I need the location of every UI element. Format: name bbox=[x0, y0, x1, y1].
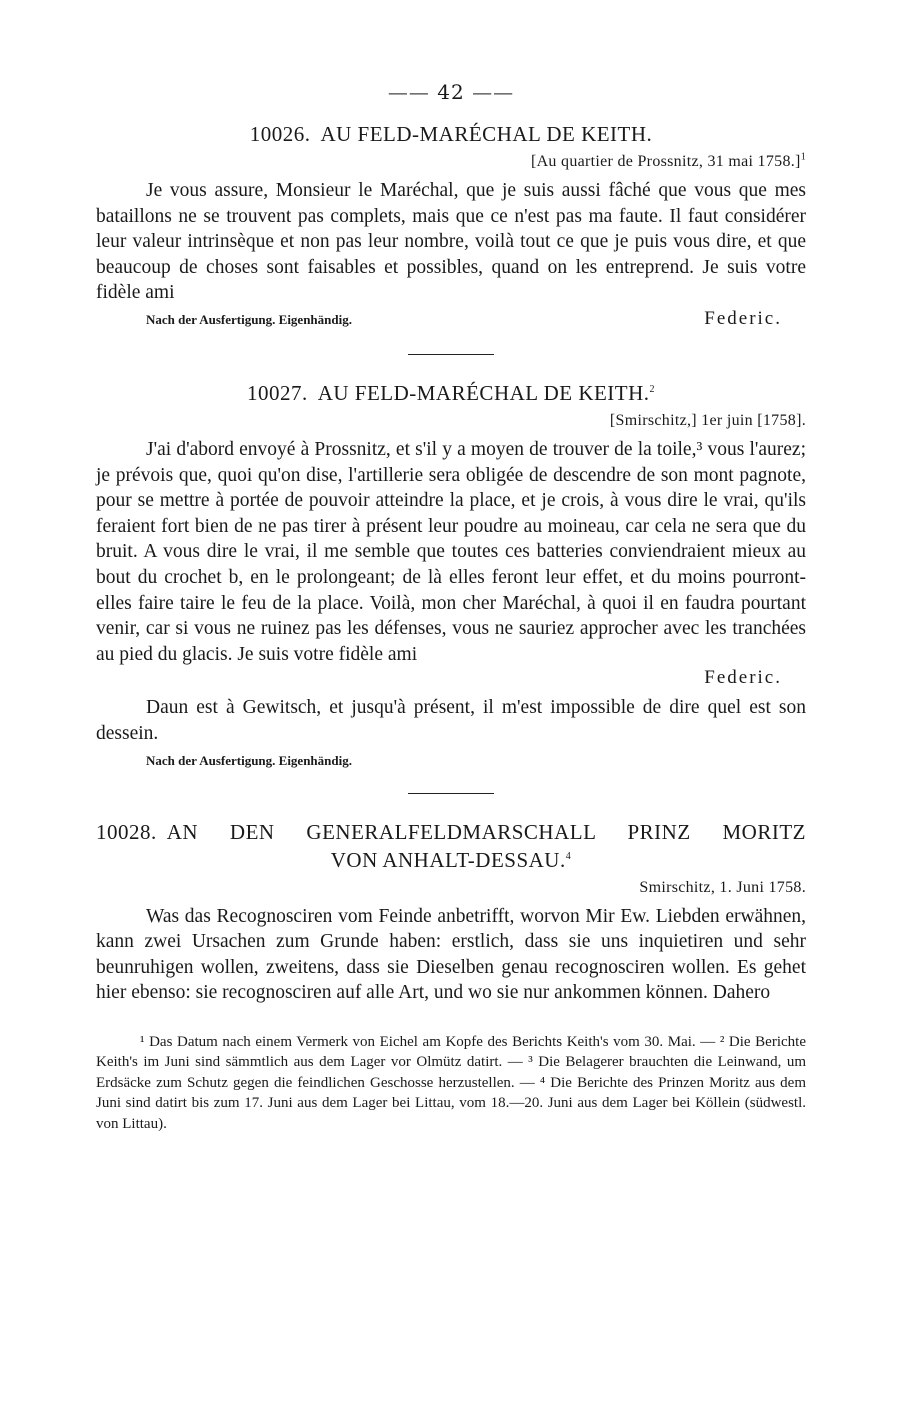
letter-title-line2: VON ANHALT-DESSAU. bbox=[330, 847, 566, 872]
letter-heading-line2 bbox=[96, 846, 806, 874]
page-number-dash-left: —— bbox=[387, 80, 430, 104]
letter-10026 bbox=[96, 120, 806, 330]
letter-paragraph: Je vous assure, Monsieur le Maréchal, que je suis aussi fâché que vous que mes bataillons ne se trouvent pas complets, mais que ce n'est pas ma faute. Il faut considérer leur valeur intrinsèque et non pas leur nombre, voilà tout ce que je puis vous dire, et que beaucoup de choses sont faisables et possibles, quand on les entreprend. Je suis votre fidèle ami bbox=[96, 180, 806, 304]
letter-number: 10027. bbox=[246, 380, 308, 405]
section-divider bbox=[408, 793, 494, 794]
signature-row bbox=[96, 308, 806, 330]
page-number-value: 42 bbox=[437, 80, 465, 104]
footnote-ref: 4 bbox=[565, 850, 572, 862]
letter-dateline bbox=[96, 150, 806, 174]
letter-title-line1: AN DEN GENERALFELDMARSCHALL PRINZ MORITZ bbox=[166, 819, 806, 844]
letter-10027 bbox=[96, 379, 806, 769]
document-page bbox=[96, 80, 806, 1134]
letter-number: 10026. bbox=[249, 122, 311, 146]
dateline-text: [Au quartier de Prossnitz, 31 mai 1758.] bbox=[530, 153, 801, 170]
footnote-ref: 2 bbox=[649, 383, 656, 395]
letter-heading bbox=[96, 120, 806, 148]
footnote-ref: 1 bbox=[800, 151, 806, 163]
letter-postscript: Daun est à Gewitsch, et jusqu'à présent, il m'est impossible de dire quel est son dessein. bbox=[96, 697, 806, 744]
footnotes: ¹ Das Datum nach einem Vermerk von Eichel am Kopfe des Berichts Keith's vom 30. Mai. — ² Die Berichte Keith's im Juni sind sämmtlich aus dem Lager vor Olmütz datirt. — ³ Die Belagerer brauchten die Leinwand, um Erdsäcke zum Schutz gegen die feindlichen Geschosse herzustellen. — ⁴ Die Berichte des Prinzen Moritz aus dem Juni sind datirt bis zum 17. Juni aus dem Lager bei Littau, vom 18.—20. Juni aus dem Lager bei Köllein (südwestl. von Littau). bbox=[96, 1033, 806, 1132]
source-note: Nach der Ausfertigung. Eigenhändig. bbox=[146, 752, 352, 768]
letter-heading bbox=[96, 379, 806, 407]
letter-paragraph: J'ai d'abord envoyé à Prossnitz, et s'il y a moyen de trouver de la toile,³ vous l'aurez; je prévois que, quoi qu'on dise, l'artillerie sera obligée de descendre de son mont pagnote, pour se mettre à portée de pouvoir atteindre la place, et je crois, à vous dire le vrai, qu'ils feraient fort bien de ne pas tirer à présent leur poudre au moineau, car cela ne sera que du bruit. A vous dire le vrai, il me semble que toutes ces batteries conviendraient mieux au bout du crochet b, en le prolongeant; de là elles feront leur effet, et du moins pourront-elles faire taire le feu de la place. Voilà, mon cher Maréchal, à quoi il en faudra pourtant venir, car si vous ne ruinez pas les défenses, vous ne sauriez approcher avec les tranchées au pied du glacis. Je suis votre fidèle ami bbox=[96, 438, 806, 665]
letter-number: 10028. bbox=[96, 819, 157, 844]
page-number-dash-right: —— bbox=[472, 80, 515, 104]
signature: Federic. bbox=[704, 307, 782, 329]
page-number bbox=[96, 80, 806, 104]
letter-paragraph: Was das Recognosciren vom Feinde anbetrifft, worvon Mir Ew. Liebden erwähnen, kann zwei Ursachen zum Grunde haben: erstlich, dass sie uns inquietiren und sehr beunruhigen wollen, zweitens, dass sie Dieselben genau recognosciren wollen. Es gehet hier ebenso: sie recognosciren auf alle Art, und wo sie nur ankommen können. Dahero bbox=[96, 905, 806, 1004]
signature: Federic. bbox=[704, 667, 782, 689]
source-note: Nach der Ausfertigung. Eigenhändig. bbox=[146, 311, 352, 327]
letter-title: AU FELD-MARÉCHAL DE KEITH. bbox=[317, 380, 650, 405]
letter-heading bbox=[96, 818, 806, 846]
letter-dateline: [Smirschitz,] 1er juin [1758]. bbox=[609, 411, 806, 429]
letter-title: AU FELD-MARÉCHAL DE KEITH. bbox=[320, 122, 653, 146]
letter-10028 bbox=[96, 818, 806, 1006]
letter-dateline: Smirschitz, 1. Juni 1758. bbox=[639, 878, 806, 896]
section-divider bbox=[408, 354, 494, 355]
